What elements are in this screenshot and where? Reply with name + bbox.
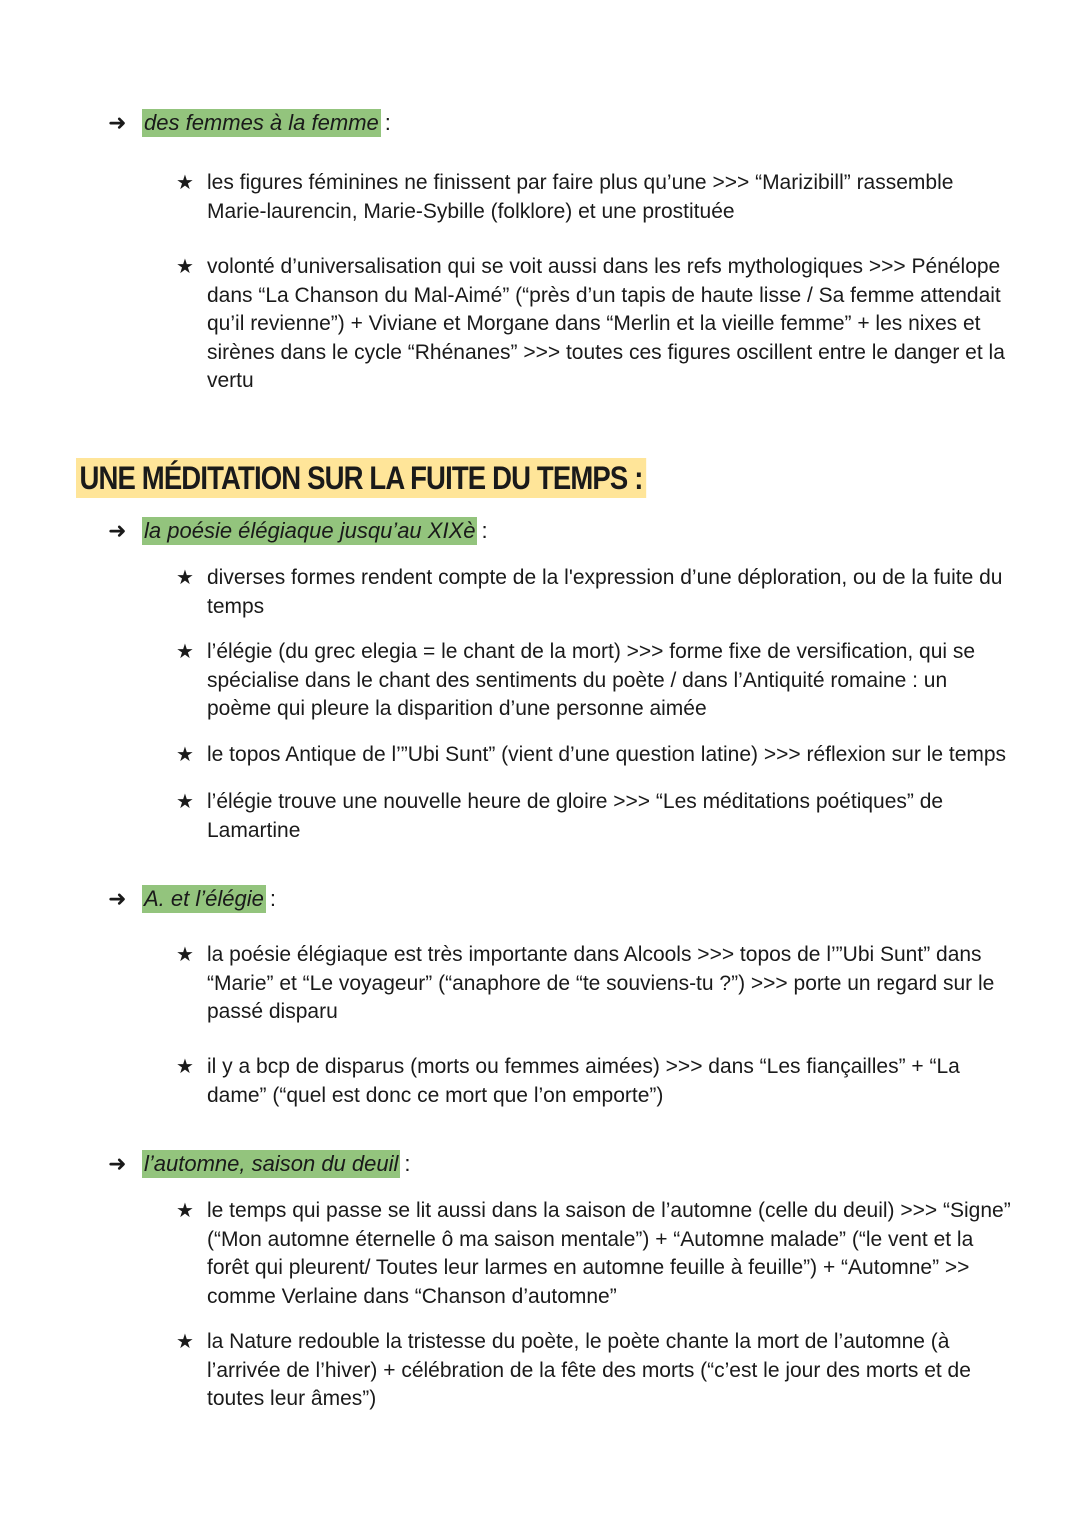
star-icon: ★ (176, 791, 194, 813)
subhead-colon: : (384, 110, 391, 135)
star-icon: ★ (176, 944, 194, 966)
subhead-femmes (108, 109, 391, 137)
bullet-text: les figures féminines ne finissent par faire plus qu’une >>> “Marizibill” rassemble Marie-laurencin, Marie-Sybille (folklore) et une prostituée (207, 171, 954, 223)
subhead-automne (108, 1150, 411, 1178)
bullet-text: la Nature redouble la tristesse du poète, le poète chante la mort de l’automne (à l’arrivée de l’hiver) + célébration de la fête des morts (“c’est le jour des morts et de toutes leur âmes”) (207, 1330, 971, 1410)
bullet-item (176, 638, 1016, 724)
subhead-label: l’automne, saison du deuil (144, 1151, 399, 1176)
star-icon: ★ (176, 1200, 194, 1222)
bullet-item (176, 564, 1016, 621)
bullet-text: il y a bcp de disparus (morts ou femmes aimées) >>> dans “Les fiançailles” + “La dame” (“quel est donc ce mort que l’on emporte”) (207, 1055, 960, 1107)
bullet-item (176, 169, 1016, 226)
bullet-text: volonté d’universalisation qui se voit aussi dans les refs mythologiques >>> Pénélope dans “La Chanson du Mal-Aimé” (“près d’un tapis de haute lisse / Sa femme attendait qu’il revienne”) + Viviane et Morgane dans “Merlin et la vieille femme” + les nixes et sirènes dans le cycle “Rhénanes” >>> toutes ces figures oscillent entre le danger et la vertu (207, 255, 1005, 392)
star-icon: ★ (176, 1331, 194, 1353)
star-icon: ★ (176, 641, 194, 663)
arrow-icon: ➜ (108, 886, 127, 911)
bullet-text: le temps qui passe se lit aussi dans la saison de l’automne (celle du deuil) >>> “Signe” (“Mon automne éternelle ô ma saison mentale”) + “Automne malade” (“le vent et la forêt qui pleurent/ Toutes leur larmes en automne feuille à feuille”) + “Automne” >> comme Verlaine dans “Chanson d’automne” (207, 1199, 1011, 1308)
arrow-icon: ➜ (108, 1151, 127, 1176)
star-icon: ★ (176, 744, 194, 766)
section-heading: UNE MÉDITATION SUR LA FUITE DU TEMPS : (76, 458, 646, 498)
subhead-a-et-elegie (108, 885, 276, 913)
bullet-text: l’élégie trouve une nouvelle heure de gloire >>> “Les méditations poétiques” de Lamartine (207, 790, 944, 842)
arrow-icon: ➜ (108, 518, 127, 543)
bullet-text: le topos Antique de l’”Ubi Sunt” (vient d’une question latine) >>> réflexion sur le temps (207, 743, 1007, 766)
arrow-icon: ➜ (108, 110, 127, 135)
subhead-label: A. et l’élégie (144, 886, 264, 911)
bullet-item (176, 741, 1016, 770)
bullet-item (176, 253, 1016, 396)
subhead-colon: : (269, 886, 276, 911)
star-icon: ★ (176, 172, 194, 194)
subhead-poesie-elegiaque (108, 517, 488, 545)
subhead-colon: : (481, 518, 488, 543)
subhead-colon: : (404, 1151, 411, 1176)
bullet-item (176, 941, 1016, 1027)
star-icon: ★ (176, 256, 194, 278)
bullet-item (176, 1328, 1016, 1414)
bullet-item (176, 1197, 1016, 1311)
bullet-item (176, 788, 1016, 845)
subhead-label: des femmes à la femme (144, 110, 379, 135)
bullet-text: la poésie élégiaque est très importante dans Alcools >>> topos de l’”Ubi Sunt” dans “Marie” et “Le voyageur” (“anaphore de “te souviens-tu ?”) >>> porte un regard sur le passé disparu (207, 943, 995, 1023)
star-icon: ★ (176, 567, 194, 589)
bullet-item (176, 1053, 1016, 1110)
star-icon: ★ (176, 1056, 194, 1078)
subhead-label: la poésie élégiaque jusqu’au XIXè (144, 518, 476, 543)
bullet-text: diverses formes rendent compte de la l'expression d’une déploration, ou de la fuite du temps (207, 566, 1003, 618)
bullet-text: l’élégie (du grec elegia = le chant de la mort) >>> forme fixe de versification, qui se spécialise dans le chant des sentiments du poète / dans l’Antiquité romaine : un poème qui pleure la disparition d’une personne aimée (207, 640, 976, 720)
